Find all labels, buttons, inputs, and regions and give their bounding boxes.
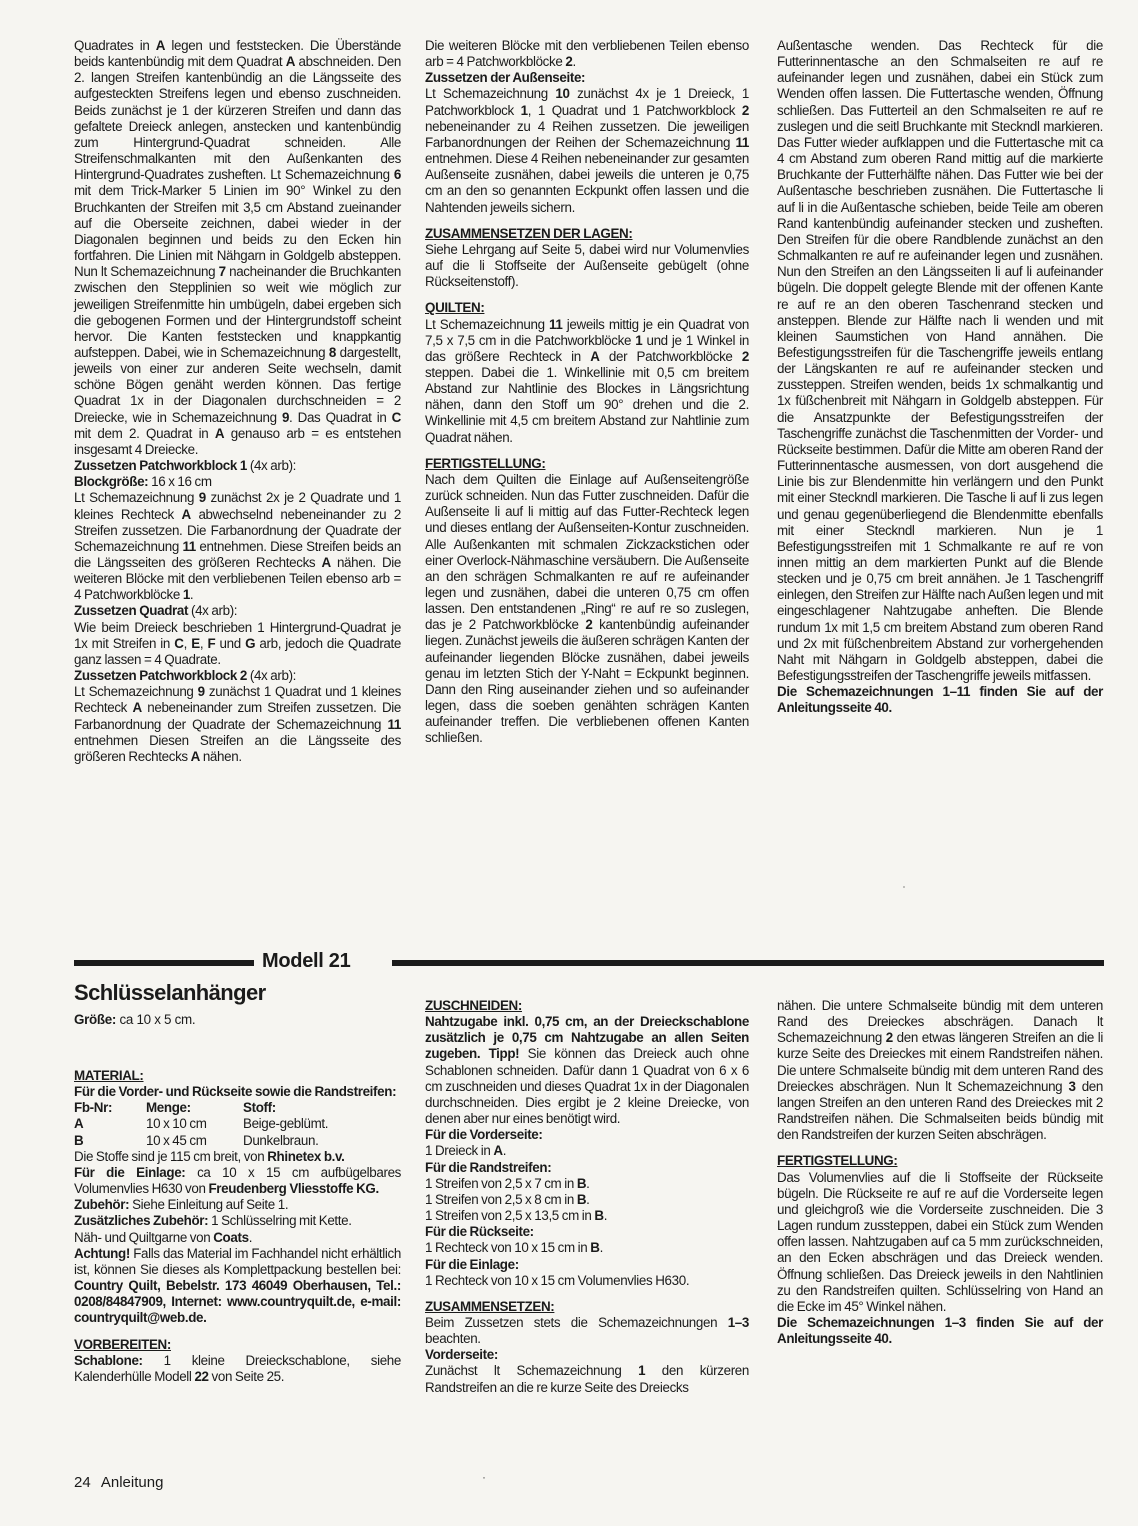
text-run: Nach dem Quilten die Einlage auf Außenseitengröße zurück schneiden. Nun das Futter zuschneiden. Dafür die Außenseite li auf li mittig auf das Futter-Rechteck legen und dieses entlang der Außenseiten-Kontur zuschneiden. Alle Außenkanten mit schmalen Zickzackstichen oder einer Overlock-Nähmaschine versäubern. Die Außenseite an den schrägen Schmalkanten re auf re aufeinander legen und zusnähen, dabei die unteren 0,75 cm offen lassen. Den entstandenen „Ring“ re auf re so zuslegen, das je 2 Patchworkblöcke — [425, 471, 749, 633]
paragraph — [425, 1176, 749, 1192]
text-run: den langen Streifen an den unteren Rand des Dreieckes mit 2 Randstreifen nähen. Die Schmalseiten beids bündig mit den Randstreifen der kurzen Seiten abschrägen. — [777, 1078, 1103, 1143]
bold-text: F — [207, 635, 216, 651]
paragraph — [74, 668, 401, 684]
bold-text: Vorderseite: — [425, 1347, 498, 1363]
section-divider-left — [74, 960, 254, 966]
print-speck: ˈ — [902, 884, 906, 898]
text-run: jeweils mittig je ein Quadrat von 7,5 x 7,5 cm in die Patchworkblöcke — [425, 316, 749, 348]
text-run: entnehmen. Diese 4 Reihen nebeneinander zur gesamten Außenseite zusnähen, dabei jeweils die unteren je 0,75 cm an den so genannten Eckpunkt offen lassen und die Nahtenden jeweils sichern. — [425, 151, 749, 215]
section-heading: ZUSAMMENSETZEN: — [425, 1298, 555, 1314]
column-top-left — [74, 38, 401, 765]
text-run: . — [586, 1191, 590, 1207]
bold-text: Für die Einlage: — [74, 1164, 186, 1180]
text-run: und — [215, 635, 246, 651]
text-run: abschneiden. Den 2. langen Streifen kantenbündig an die Längsseite des aufgesteckten Streifens legen und ebenso zuschneiden. Beids zunächst je 1 der kürzeren Streifen und dann das gefaltete Dreieck anlegen, anstecken und kantenbündig zum Hintergrund-Quadrat schneiden. Alle Streifenschmalkanten mit den Außenkanten des Hintergrund-Quadrates zusheften. Lt Schemazeichnung — [74, 54, 401, 183]
bold-text: 9 — [197, 684, 205, 700]
column-bottom-left — [74, 1068, 401, 1385]
bold-text: Achtung! — [74, 1245, 130, 1261]
text-run: den etwas längeren Streifen an die li kurze Seite des Dreieckes mit einem Randstreifen nähen. Die untere Schmalseite bündig mit dem unteren Rand des Dreieckes abschrägen. Nun lt Schemazeichnung — [777, 1030, 1104, 1094]
text-run: . — [502, 1143, 507, 1159]
column-bottom-right — [777, 998, 1103, 1347]
bold-text: Für die Vorder- und Rückseite sowie die Randstreifen: — [74, 1084, 397, 1100]
text-run: nähen. Die untere Schmalseite bündig mit dem unteren Rand des Dreieckes abschrägen. Danach lt Schemazeichnung — [777, 998, 1103, 1046]
paragraph — [425, 70, 749, 86]
bold-text: A — [214, 425, 225, 441]
text-run: Lt Schemazeichnung — [74, 490, 199, 506]
bold-text: Die Schemazeichnungen 1–3 finden Sie auf der Anleitungsseite 40. — [777, 1314, 1103, 1347]
bold-text: 1–3 — [727, 1314, 749, 1330]
text-run: . — [189, 587, 194, 603]
bold-text: B — [576, 1175, 587, 1191]
text-run: Näh- und Quiltgarne von — [74, 1229, 214, 1245]
text-run: legen und feststecken. Die Überstände beids kantenbündig mit dem Quadrat — [74, 38, 402, 70]
bold-text: 2 — [741, 102, 749, 118]
text-run: . — [603, 1208, 608, 1224]
paragraph — [777, 38, 1103, 684]
text-run: entnehmen Diesen Streifen an die Längsseite des größeren Rechtecks — [74, 732, 401, 764]
bold-text: Zussetzen Quadrat — [74, 603, 189, 619]
text-run: Wie beim Dreieck beschrieben 1 Hintergrund-Quadrat je 1x mit Streifen in — [74, 619, 401, 651]
text-run: Lt Schemazeichnung — [425, 86, 556, 102]
text-run: zunächst 1 Quadrat und 1 kleines Rechteck — [74, 684, 401, 716]
table-header-cell: Stoff: — [243, 1100, 276, 1116]
paragraph — [74, 620, 401, 668]
bold-text: Zusätzliches Zubehör: — [74, 1213, 209, 1229]
footer-section: Anleitung — [100, 1474, 164, 1491]
bold-text: B — [590, 1240, 600, 1256]
text-run: zunächst 2x je 2 Quadrate und 1 kleines Rechteck — [74, 490, 401, 522]
column-top-middle — [425, 38, 749, 747]
bold-text: Die Schemazeichnungen 1–11 finden Sie auf der Anleitungsseite 40. — [777, 684, 1103, 716]
text-run: mit dem 2. Quadrat in — [74, 425, 215, 441]
text-run: (4x arb): — [188, 603, 238, 619]
paragraph — [425, 1347, 749, 1363]
text-run: Beim Zussetzen stets die Schemazeichnungen — [425, 1314, 728, 1330]
table-header-cell: Menge: — [146, 1100, 191, 1116]
text-run: den kürzeren Randstreifen an die re kurze Seite des Dreiecks — [425, 1363, 749, 1395]
bold-text: 1 — [635, 332, 643, 348]
bold-text: A — [285, 54, 296, 70]
text-run: . Das Quadrat in — [289, 409, 392, 425]
text-run: von Seite 25. — [208, 1368, 285, 1384]
bold-text: 2 — [585, 617, 593, 633]
text-run: nähen. Die weiteren Blöcke mit den verbliebenen Teilen ebenso arb = 4 Patchworkblöcke — [74, 555, 402, 603]
paragraph — [74, 1084, 401, 1100]
text-run: der Patchworkblöcke — [599, 348, 742, 364]
text-run: . — [599, 1240, 603, 1256]
text-run: 1 Streifen von 2,5 x 8 cm in — [425, 1191, 577, 1207]
text-run: beachten. — [425, 1331, 481, 1347]
paragraph — [74, 490, 401, 603]
bold-text: Country Quilt, Bebelstr. 173 46049 Oberhausen, Tel.: 0208/84847909, Internet: www.countryquilt.de, e-mail: countryquilt@web.de. — [74, 1278, 401, 1326]
table-header-cell: Fb-Nr: — [74, 1100, 113, 1116]
bold-text: 11 — [735, 134, 749, 150]
text-run: Zunächst lt Schemazeichnung — [425, 1363, 639, 1379]
text-run: 1 Schlüsselring mit Kette. — [208, 1213, 352, 1229]
text-run: 1 Rechteck von 10 x 15 cm Volumenvlies H630. — [425, 1272, 690, 1288]
section-heading: QUILTEN: — [425, 300, 485, 316]
text-run: Lt Schemazeichnung — [425, 316, 550, 332]
table-cell: 10 x 45 cm — [146, 1132, 207, 1148]
bold-text: A — [190, 748, 200, 764]
section-heading: FERTIGSTELLUNG: — [777, 1153, 898, 1169]
bold-text: A — [132, 700, 142, 716]
text-run: Sie können das Dreieck auch ohne Schablonen schneiden. Dafür dann 1 Quadrat von 6 x 6 cm zuschneiden und dieses Quadrat 1x in der Diagonalen durchschneiden. Dies ergibt je 2 kleine Dreiecke, von denen aber nur eines benötigt wird. — [425, 1046, 749, 1127]
table-cell: B — [74, 1132, 84, 1148]
paragraph — [74, 1149, 401, 1165]
table-cell: 10 x 10 cm — [146, 1116, 207, 1132]
section-divider-right — [392, 960, 1104, 966]
paragraph — [425, 1192, 749, 1208]
material-table-row — [74, 1133, 328, 1149]
bold-text: C — [174, 635, 184, 651]
text-run: dargestellt, jeweils von einer zur anderen Seite wechseln, damit schöne Bögen genäht werden können. Das fertige Quadrat 1x in der Diagonalen durchschneiden = 2 Dreiecke, wie in Schemazeichnung — [74, 344, 401, 425]
text-run: Die Stoffe sind je 115 cm breit, von — [74, 1148, 268, 1164]
bold-text: 8 — [328, 344, 336, 360]
bold-text: 1 — [520, 102, 528, 118]
text-run: 1 Streifen von 2,5 x 13,5 cm in — [425, 1208, 595, 1224]
paragraph — [74, 1353, 401, 1385]
paragraph — [425, 1127, 749, 1143]
paragraph — [74, 1246, 401, 1327]
text-run: und je 1 Winkel in das größere Rechteck in — [425, 332, 750, 364]
text-run: genauso arb = es entstehen insgesamt 4 Dreiecke. — [74, 425, 401, 457]
bold-text: 10 — [555, 86, 570, 102]
section-heading: ZUSAMMENSETZEN DER LAGEN: — [425, 225, 633, 241]
paragraph — [74, 684, 401, 765]
paragraph — [74, 1230, 401, 1246]
bold-text: Für die Vorderseite: — [425, 1127, 543, 1143]
text-run: ca 10 x 15 cm aufbügelbares Volumenvlies H630 von — [74, 1164, 402, 1197]
table-cell: Beige-geblümt. — [243, 1116, 329, 1132]
text-run: nähen. — [199, 748, 242, 764]
bold-text: A — [181, 506, 191, 522]
text-run: 1 kleine Dreieckschablone, siehe Kalenderhülle Modell — [74, 1352, 401, 1384]
bold-text: 1 — [638, 1363, 646, 1379]
paragraph — [425, 472, 749, 747]
paragraph — [74, 1165, 401, 1197]
section-heading: FERTIGSTELLUNG: — [425, 455, 546, 471]
bold-text: B — [594, 1208, 604, 1224]
paragraph — [425, 1257, 749, 1273]
text-run: nebeneinander zu 4 Reihen zussetzen. Die jeweiligen Farbanordnungen der Reihen der Schemazeichnung — [425, 118, 749, 150]
bold-text: 11 — [182, 538, 196, 554]
material-table-header — [74, 1100, 328, 1116]
bold-text: Zussetzen Patchworkblock 2 — [74, 668, 247, 684]
bold-text: Blockgröße: — [74, 474, 149, 490]
section-heading: ZUSCHNEIDEN: — [425, 998, 522, 1013]
bold-text: 2 — [565, 54, 573, 70]
paragraph — [74, 474, 401, 490]
bold-text: 2 — [885, 1030, 893, 1046]
bold-text: 22 — [194, 1368, 209, 1384]
bold-text: C — [391, 409, 401, 425]
bold-text: Zussetzen der Außenseite: — [425, 70, 586, 86]
bold-text: Zussetzen Patchworkblock 1 — [74, 458, 247, 474]
size-value: ca 10 x 5 cm. — [116, 1012, 196, 1027]
model-title: Schlüsselanhänger — [74, 980, 266, 1005]
text-run: , — [199, 635, 208, 651]
text-run: 1 Dreieck in — [425, 1143, 494, 1159]
paragraph — [425, 1014, 749, 1127]
paragraph — [425, 1363, 749, 1395]
material-table-row — [74, 1116, 328, 1132]
bold-text: B — [576, 1191, 587, 1207]
section-heading: MATERIAL: — [74, 1068, 144, 1083]
paragraph — [777, 1170, 1103, 1315]
text-run: mit dem Trick-Marker 5 Linien im 90° Winkel zu den Bruchkanten der Streifen mit 3,5 cm Abstand zueinander auf die Oberseite zeichnen, dabei wieder in der Diagonalen beginnen und beids zu den Ecken hin fortfahren. Die Linien mit Nähgarn in Goldgelb absteppen. Nun lt Schemazeichnung — [74, 183, 401, 280]
text-run: Siehe Einleitung auf Seite 1. — [129, 1197, 289, 1213]
text-run: Siehe Lehrgang auf Seite 5, dabei wird nur Volumenvlies auf die li Stoffseite der Außenseite gebügelt (ohne Rückseitenstoff). — [425, 241, 749, 290]
text-run: . — [248, 1229, 253, 1245]
text-run: (4x arb): — [246, 668, 297, 684]
bold-text: 7 — [218, 264, 226, 280]
model-size — [74, 1012, 195, 1028]
size-label: Größe: — [74, 1012, 117, 1027]
paragraph — [777, 1315, 1103, 1347]
bold-text: A — [155, 38, 166, 53]
text-run: zunächst 4x je 1 Dreieck, 1 Patchworkblock — [425, 86, 749, 118]
paragraph — [777, 998, 1103, 1143]
paragraph — [425, 1240, 749, 1256]
bold-text: Zubehör: — [74, 1197, 130, 1213]
bold-text: A — [493, 1143, 503, 1159]
text-run: Falls das Material im Fachhandel nicht erhältlich ist, können Sie dieses als Komplettpackung bestellen bei: — [74, 1245, 401, 1277]
bold-text: 9 — [198, 490, 206, 506]
paragraph — [425, 1143, 749, 1159]
text-run: nebeneinander zum Streifen zussetzen. Die Farbanordnung der Quadrate der Schemazeichnung — [74, 700, 401, 732]
bold-text: 3 — [1068, 1078, 1076, 1094]
bold-text: Nahtzugabe inkl. 0,75 cm, an der Dreieckschablone zusätzlich je 0,75 cm Nahtzugabe an allen Seiten zugeben. Tipp! — [425, 1014, 749, 1062]
bold-text: 11 — [549, 316, 563, 332]
bold-text: 9 — [281, 409, 290, 425]
material-table — [74, 1100, 328, 1148]
bold-text: A — [590, 348, 600, 364]
text-run: Quadrates in — [74, 38, 156, 53]
text-run: arb, jedoch die Quadrate ganz lassen = 4 Quadrate. — [74, 635, 402, 667]
bold-text: Freudenberg Vliesstoffe KG. — [208, 1181, 379, 1197]
paragraph — [74, 1197, 401, 1213]
bold-text: Coats — [213, 1229, 249, 1245]
text-run: Lt Schemazeichnung — [74, 684, 198, 700]
bold-text: Für die Einlage: — [425, 1256, 519, 1272]
bold-text: 1 — [182, 587, 190, 603]
paragraph — [74, 603, 401, 619]
paragraph — [425, 1315, 749, 1347]
text-run: 1 Streifen von 2,5 x 7 cm in — [425, 1175, 577, 1191]
text-run: Außentasche wenden. Das Rechteck für die Futterinnentasche an den Schmalseiten re auf re aufeinander legen und zusnähen, dabei ein Stück zum Wenden offen lassen. Die Futtertasche wenden, Öffnung schließen. Das Futterteil an den Schmalseiten re auf re zuslegen und die seitl Bruchkante mit Steckndl markieren. Das Futter wieder aufklappen und die Futtertasche mit ca 4 cm Abstand zum oberen Rand mittig auf die markierte Bruchkante der Futterhälfte nähen. Das Futter wie bei der Außentasche beschrieben zusnähen. Die Futtertasche li auf li in die Außentasche schieben, beide Teile am oberen Rand kantenbündig aufeinander stecken und zusheften. Den Streifen für die obere Randblende zunächst an den Schmalkanten re auf re aufeinander legen und zusnähen. Nun den Streifen an den Längsseiten li auf li aufeinander bügeln. Die doppelt gelegte Blende mit der offenen Kante re auf re an den oberen Taschenrand stecken und ansteppen. Blende zur Hälfte nach li wenden und mit kleinen Saumstichen von Hand annähen. Die Befestigungsstreifen für die Taschengriffe jeweils entlang der Längskanten re auf re aufeinander stecken und zussteppen. Streifen wenden, beids 1x schmalkantig und 1x füßchenbreit mit Nähgarn in Goldgelb absteppen. Für die Ansatzpunkte der Befestigungsstreifen der Taschengriffe zunächst die Taschenmitten der Vorder- und Rückseite bestimmen. Dafür die Mitte am oberen Rand der Futterinnentasche ausmessen, von dort ausgehend die Linie bis zur Blendenmitte hin verlängern und den Punkt mit einer Steckndl markieren. Die Tasche li auf li zus legen und genau gegenüberliegend die Blendenmitte ebenfalls mit einer Steckndl markieren. Nun je 1 Befestigungsstreifen mit 1 Schmalkante re auf re von innen mittig an dem markierten Punkt auf die Blende stecken und je 0,75 cm breit annähen. Je 1 Taschengriff einlegen, den Streifen zur Hälfte nach Außen legen und mit eingeschlagener Nahtzugabe anheften. Die Blende rundum 1x mit 1,5 cm breitem Abstand zum oberen Rand und 2x mit füßchenbreitem Abstand zur vorhergehenden Naht mit Nähgarn in Goldgelb absteppen, dabei die Befestigungsstreifen der Taschengriffe jeweils mitfassen. — [777, 38, 1103, 684]
text-run: nacheinander die Bruchkanten zwischen den Stepplinien so weit wie möglich zur jeweiligen Streifenmitte hin umbügeln, dabei ergeben sich die gebogenen Formen und der Hintergrundstoff scheint hervor. Die Kanten feststecken und knappkantig aufsteppen. Dabei, wie in Schemazeichnung — [74, 264, 401, 360]
section-heading: VORBEREITEN: — [74, 1336, 171, 1352]
text-run: . — [586, 1175, 590, 1191]
bold-text: 11 — [387, 716, 401, 732]
text-run: steppen. Dabei die 1. Winkellinie mit 0,5 cm breitem Abstand zur Nahtlinie des Blockes in Längsrichtung nähen, dann den Stoff um 90° drehen und die 2. Winkellinie mit 4,5 cm breitem Abstand zur Nahtlinie zum Quadrat nähen. — [425, 364, 749, 445]
bold-text: Für die Randstreifen: — [425, 1159, 552, 1175]
text-run: , — [183, 635, 192, 651]
bold-text: 2 — [741, 348, 749, 364]
bold-text: 6 — [393, 167, 401, 183]
paragraph — [425, 1160, 749, 1176]
column-top-right — [777, 38, 1103, 717]
paragraph — [425, 1273, 749, 1289]
material-intro — [74, 1068, 401, 1100]
page-number: 24 — [74, 1474, 91, 1491]
column-bottom-middle — [425, 998, 749, 1396]
paragraph — [425, 1224, 749, 1240]
bold-text: G — [245, 635, 256, 651]
text-run: Das Volumenvlies auf die li Stoffseite der Rückseite bügeln. Die Rückseite re auf re auf die Vorderseite legen und gleichgroß wie die Vorderseite zuschneiden. Die 3 Lagen rundum zussteppen, dabei ein Stück zum Wenden offen lassen. Nahtzugaben auf ca 5 mm zurückschneiden, an den Ecken abschrägen und das Dreieck wenden. Öffnung schließen. Das Dreieck jeweils in den Nahtlinien zu den Randstreifen quilten. Schlüsselring von Hand an die Ecke im 45° Winkel nähen. — [777, 1169, 1103, 1314]
paragraph — [425, 317, 749, 446]
paragraph — [74, 1213, 401, 1229]
paragraph — [425, 38, 749, 70]
paragraph — [425, 1208, 749, 1224]
text-run: 16 x 16 cm — [148, 474, 212, 490]
bold-text: E — [191, 635, 200, 651]
bold-text: Für die Rückseite: — [425, 1224, 534, 1240]
text-run: . — [572, 54, 576, 70]
text-run: 1 Rechteck von 10 x 15 cm in — [425, 1240, 591, 1256]
model-label: Modell 21 — [262, 950, 351, 972]
print-speck: · — [482, 1470, 486, 1484]
paragraph — [425, 242, 749, 290]
text-run: entnehmen. Diese Streifen beids an die Längsseiten des größeren Rechtecks — [74, 538, 401, 570]
paragraph — [777, 684, 1103, 716]
text-run: , 1 Quadrat und 1 Patchworkblock — [527, 102, 742, 118]
text-run: kantenbündig aufeinander liegen. Zunächst jeweils die äußeren schrägen Kanten der aufeinander liegenden Blöcke zusnähen, dabei jeweils genau im letzten Stich der Y-Naht = Eckpunkt beginnen. Dann den Ring auseinander ziehen und so aufeinander legen, dass die soeben genähten schrägen Kanten aufeinander treffen. Die verbliebenen offenen Kanten schließen. — [425, 617, 750, 746]
table-cell: Dunkelbraun. — [243, 1132, 319, 1148]
bold-text: Schablone: — [74, 1352, 143, 1368]
text-run: (4x arb): — [246, 458, 297, 474]
paragraph — [74, 38, 401, 458]
bold-text: Rhinetex b.v. — [267, 1148, 345, 1164]
table-cell: A — [74, 1116, 84, 1132]
paragraph — [74, 458, 401, 474]
page-footer — [74, 1474, 163, 1492]
bold-text: A — [321, 555, 331, 570]
material-details — [74, 1149, 401, 1385]
text-run: Die weiteren Blöcke mit den verbliebenen Teilen ebenso arb = 4 Patchworkblöcke — [425, 38, 749, 70]
paragraph — [425, 86, 749, 215]
text-run: abwechselnd nebeneinander zu 2 Streifen zussetzen. Die Farbanordnung der Quadrate der Schemazeichnung — [74, 506, 401, 554]
